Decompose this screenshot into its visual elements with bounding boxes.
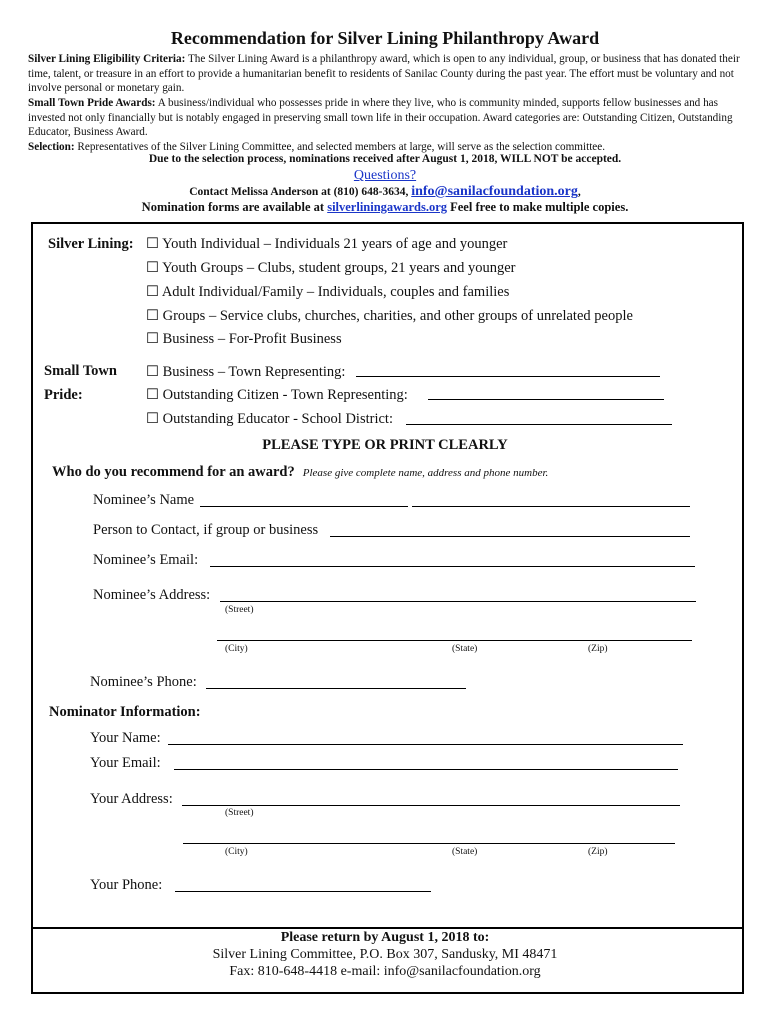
pride-label: Small Town Pride Awards: [28,97,156,109]
nominator-heading: Nominator Information: [49,704,201,720]
your-address-label: Your Address: [90,791,173,807]
small-town-label: Small Town [44,363,117,379]
option-business-town[interactable]: ☐ Business – Town Representing: [146,364,346,380]
checkbox-icon[interactable]: ☐ [146,284,159,300]
checkbox-icon[interactable]: ☐ [146,364,159,380]
deadline-notice: Due to the selection process, nominations received after August 1, 2018, WILL NOT be accepted. [148,153,622,165]
option-youth-individual[interactable]: ☐ Youth Individual – Individuals 21 years of age and younger [146,236,508,252]
your-city-line[interactable] [183,843,675,844]
zip-caption: (Zip) [588,644,608,654]
selection-label: Selection: [28,141,75,153]
option-youth-groups[interactable]: ☐ Youth Groups – Clubs, student groups, 21 years and younger [146,260,516,276]
contact-email-link[interactable]: info@sanilacfoundation.org [411,184,578,199]
nominee-city-line[interactable] [217,640,692,641]
checkbox-icon[interactable]: ☐ [146,411,159,427]
city-caption: (City) [225,644,248,654]
your-email-line[interactable] [174,769,678,770]
contact-person-line[interactable] [330,536,690,537]
nominee-email-line[interactable] [210,566,695,567]
checkbox-icon[interactable]: ☐ [146,387,159,403]
checkbox-icon[interactable]: ☐ [146,308,159,324]
return-fax-email: Fax: 810-648-4418 e-mail: info@sanilacfoundation.org [229,964,541,979]
zip-caption: (Zip) [588,847,608,857]
nominee-phone-line[interactable] [206,688,466,689]
your-name-line[interactable] [168,744,683,745]
nominee-phone-label: Nominee’s Phone: [90,674,197,690]
option-outstanding-citizen[interactable]: ☐ Outstanding Citizen - Town Representing: [146,387,408,403]
school-district-line[interactable] [406,424,672,425]
state-caption: (State) [452,847,478,857]
forms-line: Nomination forms are available at silverliningawards.org Feel free to make multiple copies. [141,200,629,214]
street-caption: (Street) [225,808,254,818]
criteria-paragraph [28,52,748,96]
selection-text: Representatives of the Silver Lining Committee, and selected members at large, will serve as the selection committee. [77,141,606,153]
town-representing-line[interactable] [356,376,660,377]
return-divider [33,927,742,929]
criteria-text: The Silver Lining Award is a philanthropy award, which is open to any individual, group, or business that has donated their time, talent, or treasure in an effort to provide a humanitarian benefit to residents of Sanilac County during the past year. The effort must be voluntary and not involve personal or monetary gain. [28,53,740,95]
your-street-line[interactable] [182,805,680,806]
page-title: Recommendation for Silver Lining Philanthropy Award [170,28,600,48]
citizen-town-line[interactable] [428,399,664,400]
print-clearly-heading: PLEASE TYPE OR PRINT CLEARLY [262,437,508,453]
your-phone-label: Your Phone: [90,877,163,893]
contact-person-label: Person to Contact, if group or business [93,522,319,538]
nominee-email-label: Nominee’s Email: [93,552,199,568]
nominee-address-label: Nominee’s Address: [93,587,211,603]
city-caption: (City) [225,847,248,857]
pride-label-2: Pride: [44,387,83,403]
option-groups[interactable]: ☐ Groups – Service clubs, churches, charities, and other groups of unrelated people [146,308,633,324]
return-address: Silver Lining Committee, P.O. Box 307, Sandusky, MI 48471 [212,947,558,962]
return-heading: Please return by August 1, 2018 to: [280,930,490,945]
contact-line: Contact Melissa Anderson at (810) 648-3634, info@sanilacfoundation.org, [189,184,581,199]
street-caption: (Street) [225,605,254,615]
website-link[interactable]: silverliningawards.org [327,200,447,214]
checkbox-icon[interactable]: ☐ [146,236,159,252]
checkbox-icon[interactable]: ☐ [146,260,159,276]
recommend-question: Who do you recommend for an award? Please give complete name, address and phone number. [52,464,549,480]
nominee-street-line[interactable] [220,601,696,602]
state-caption: (State) [452,644,478,654]
checkbox-icon[interactable]: ☐ [146,331,159,347]
your-email-label: Your Email: [90,755,161,771]
silver-lining-label: Silver Lining: [48,236,134,252]
option-outstanding-educator[interactable]: ☐ Outstanding Educator - School District: [146,411,393,427]
option-adult-individual[interactable]: ☐ Adult Individual/Family – Individuals, couples and families [146,284,510,300]
pride-paragraph [28,96,748,140]
your-phone-line[interactable] [175,891,431,892]
nominee-name-second-line[interactable] [412,506,690,507]
nominee-name-first-line[interactable] [200,506,408,507]
option-business[interactable]: ☐ Business – For-Profit Business [146,331,342,347]
pride-text: A business/individual who possesses pride in where they live, who is community minded, supports fellow businesses and has invested not only financially but is notably engaged in preserving small town life in their occupation. Award categories are: Outstanding Citizen, Outstanding Educator, Business Award. [28,97,733,139]
nominee-name-label: Nominee’s Name [93,492,195,508]
criteria-label: Silver Lining Eligibility Criteria: [28,53,186,65]
your-name-label: Your Name: [90,730,161,746]
questions-text: Questions? [353,168,417,183]
